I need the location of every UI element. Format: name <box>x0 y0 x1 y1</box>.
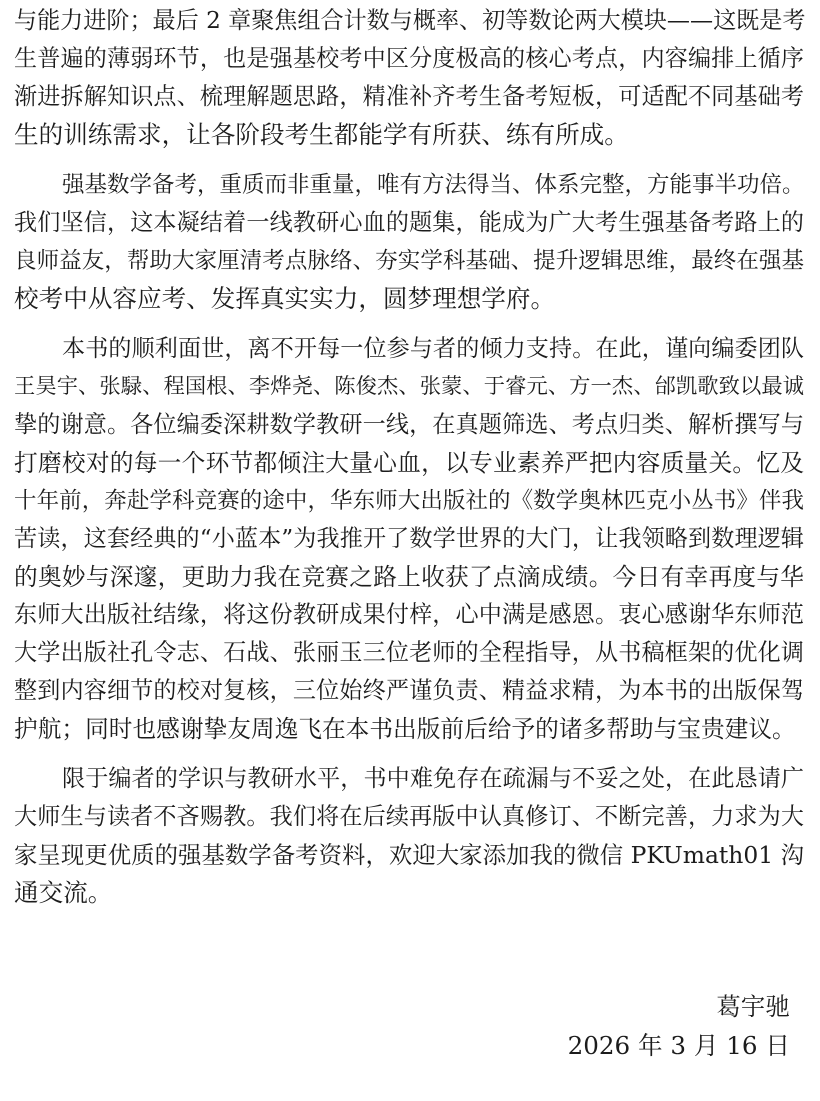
text-line: 通交流。 <box>14 878 113 907</box>
text-line: 生普遍的薄弱环节，也是强基校考中区分度极高的核心考点，内容编排上循序 <box>14 46 804 72</box>
text-line: 良师益友，帮助大家厘清考点脉络、夯实学科基础、提升逻辑思维，最终在强基 <box>14 248 804 274</box>
text-line: 大学出版社孔令志、石战、张丽玉三位老师的全程指导，从书稿框架的优化调 <box>14 640 804 666</box>
text-line: 我们坚信，这本凝结着一线教研心血的题集，能成为广大考生强基备考路上的 <box>14 210 804 236</box>
text-line: 校考中从容应考、发挥真实实力，圆梦理想学府。 <box>14 284 556 313</box>
text-line: 生的训练需求，让各阶段考生都能学有所获、练有所成。 <box>14 120 629 149</box>
text-line: 的奥妙与深邃，更助力我在竞赛之路上收获了点滴成绩。今日有幸再度与华 <box>14 563 804 591</box>
text-line: 限于编者的学识与教研水平，书中难免存在疏漏与不妥之处，在此恳请广 <box>62 766 804 792</box>
text-line: 十年前，奔赴学科竞赛的途中，华东师大出版社的《数学奥林匹克小丛书》伴我 <box>14 488 804 514</box>
text-line: 渐进拆解知识点、梳理解题思路，精准补齐考生备考短板，可适配不同基础考 <box>14 84 804 110</box>
text-line: 苦读，这套经典的“小蓝本”为我推开了数学世界的大门，让我领略到数理逻辑 <box>14 526 804 552</box>
text-line: 护航；同时也感谢挚友周逸飞在本书出版前后给予的诸多帮助与宝贵建议。 <box>14 715 796 743</box>
text-line: 本书的顺利面世，离不开每一位参与者的倾力支持。在此，谨向编委团队 <box>62 336 804 362</box>
text-line: 家呈现更优质的强基数学备考资料，欢迎大家添加我的微信 PKUmath01 沟 <box>14 841 804 869</box>
text-line: 王昊宇、张騄、程国根、李烨尧、陈俊杰、张蒙、于睿元、方一杰、邰凯歌致以最诚 <box>14 374 804 399</box>
text-line: 与能力进阶；最后 2 章聚焦组合计数与概率、初等数论两大模块——这既是考 <box>14 8 806 34</box>
text-line: 打磨校对的每一个环节都倾注大量心血，以专业素养严把内容质量关。忆及 <box>14 449 804 477</box>
author-signature: 葛宇驰 <box>716 992 790 1021</box>
text-line: 东师大出版社结缘，将这份教研成果付梓，心中满是感恩。衷心感谢华东师范 <box>14 602 804 628</box>
text-line: 挚的谢意。各位编委深耕数学教研一线，在真题筛选、考点归类、解析撰写与 <box>14 412 804 438</box>
text-line: 强基数学备考，重质而非重量，唯有方法得当、体系完整，方能事半功倍。 <box>62 172 805 198</box>
text-line: 整到内容细节的校对复核，三位始终严谨负责、精益求精，为本书的出版保驾 <box>14 678 804 704</box>
text-line: 大师生与读者不吝赐教。我们将在后续再版中认真修订、不断完善，力求为大 <box>14 804 804 830</box>
signature-date: 2026 年 3 月 16 日 <box>567 1031 790 1060</box>
